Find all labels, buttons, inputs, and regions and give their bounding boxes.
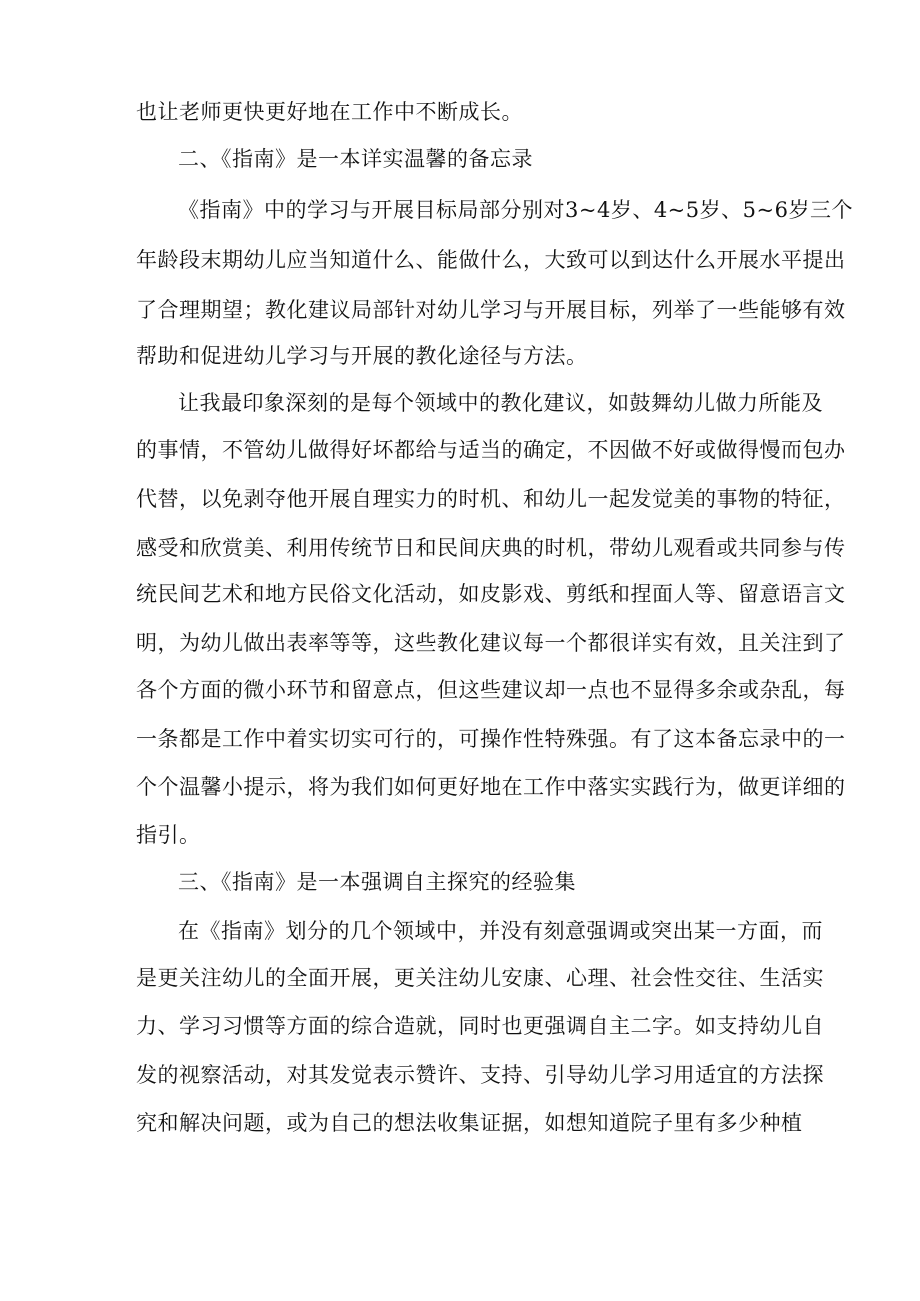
- paragraph-line: 也让老师更快更好地在工作中不断成长。: [136, 100, 523, 124]
- paragraph-line: 究和解决问题，或为自己的想法收集证据，如想知道院子里有多少种植: [136, 1111, 803, 1135]
- paragraph-line: 感受和欣赏美、利用传统节日和民间庆典的时机，带幼儿观看或共同参与传: [136, 536, 846, 560]
- paragraph-line: 一条都是工作中着实切实可行的，可操作性特殊强。有了这本备忘录中的一: [136, 727, 846, 751]
- paragraph-line: 个个温馨小提示，将为我们如何更好地在工作中落实实践行为，做更详细的: [136, 775, 846, 799]
- paragraph-line: 发的视察活动，对其发觉表示赞许、支持、引导幼儿学习用适宜的方法探: [136, 1063, 824, 1087]
- section-heading: 三、《指南》是一本强调自主探究的经验集: [178, 870, 576, 894]
- paragraph-line: 统民间艺术和地方民俗文化活动，如皮影戏、剪纸和捏面人等、留意语言文: [136, 582, 846, 606]
- paragraph-line: 是更关注幼儿的全面开展，更关注幼儿安康、心理、社会性交往、生活实: [136, 966, 824, 990]
- section-heading: 二、《指南》是一本详实温馨的备忘录: [178, 147, 533, 171]
- paragraph-line: 力、学习习惯等方面的综合造就，同时也更强调自主二字。如支持幼儿自: [136, 1014, 824, 1038]
- paragraph-line: 《指南》中的学习与开展目标局部分别对3~4岁、4~5岁、5~6岁三个: [178, 198, 853, 222]
- paragraph-line: 各个方面的微小环节和留意点，但这些建议却一点也不显得多余或杂乱，每: [136, 678, 846, 702]
- paragraph-line: 代替，以免剥夺他开展自理实力的时机、和幼儿一起发觉美的事物的特征，: [136, 487, 846, 511]
- paragraph-line: 在《指南》划分的几个领域中，并没有刻意强调或突出某一方面，而: [178, 919, 823, 943]
- paragraph-line: 让我最印象深刻的是每个领域中的教化建议，如鼓舞幼儿做力所能及: [178, 391, 823, 415]
- paragraph-line: 指引。: [136, 823, 201, 847]
- paragraph-line: 帮助和促进幼儿学习与开展的教化途径与方法。: [136, 344, 588, 368]
- paragraph-line: 明，为幼儿做出表率等等，这些教化建议每一个都很详实有效，且关注到了: [136, 631, 846, 655]
- paragraph-line: 年龄段末期幼儿应当知道什么、能做什么，大致可以到达什么开展水平提出: [136, 248, 846, 272]
- paragraph-line: 的事情，不管幼儿做得好坏都给与适当的确定，不因做不好或做得慢而包办: [136, 438, 846, 462]
- paragraph-line: 了合理期望；教化建议局部针对幼儿学习与开展目标，列举了一些能够有效: [136, 298, 846, 322]
